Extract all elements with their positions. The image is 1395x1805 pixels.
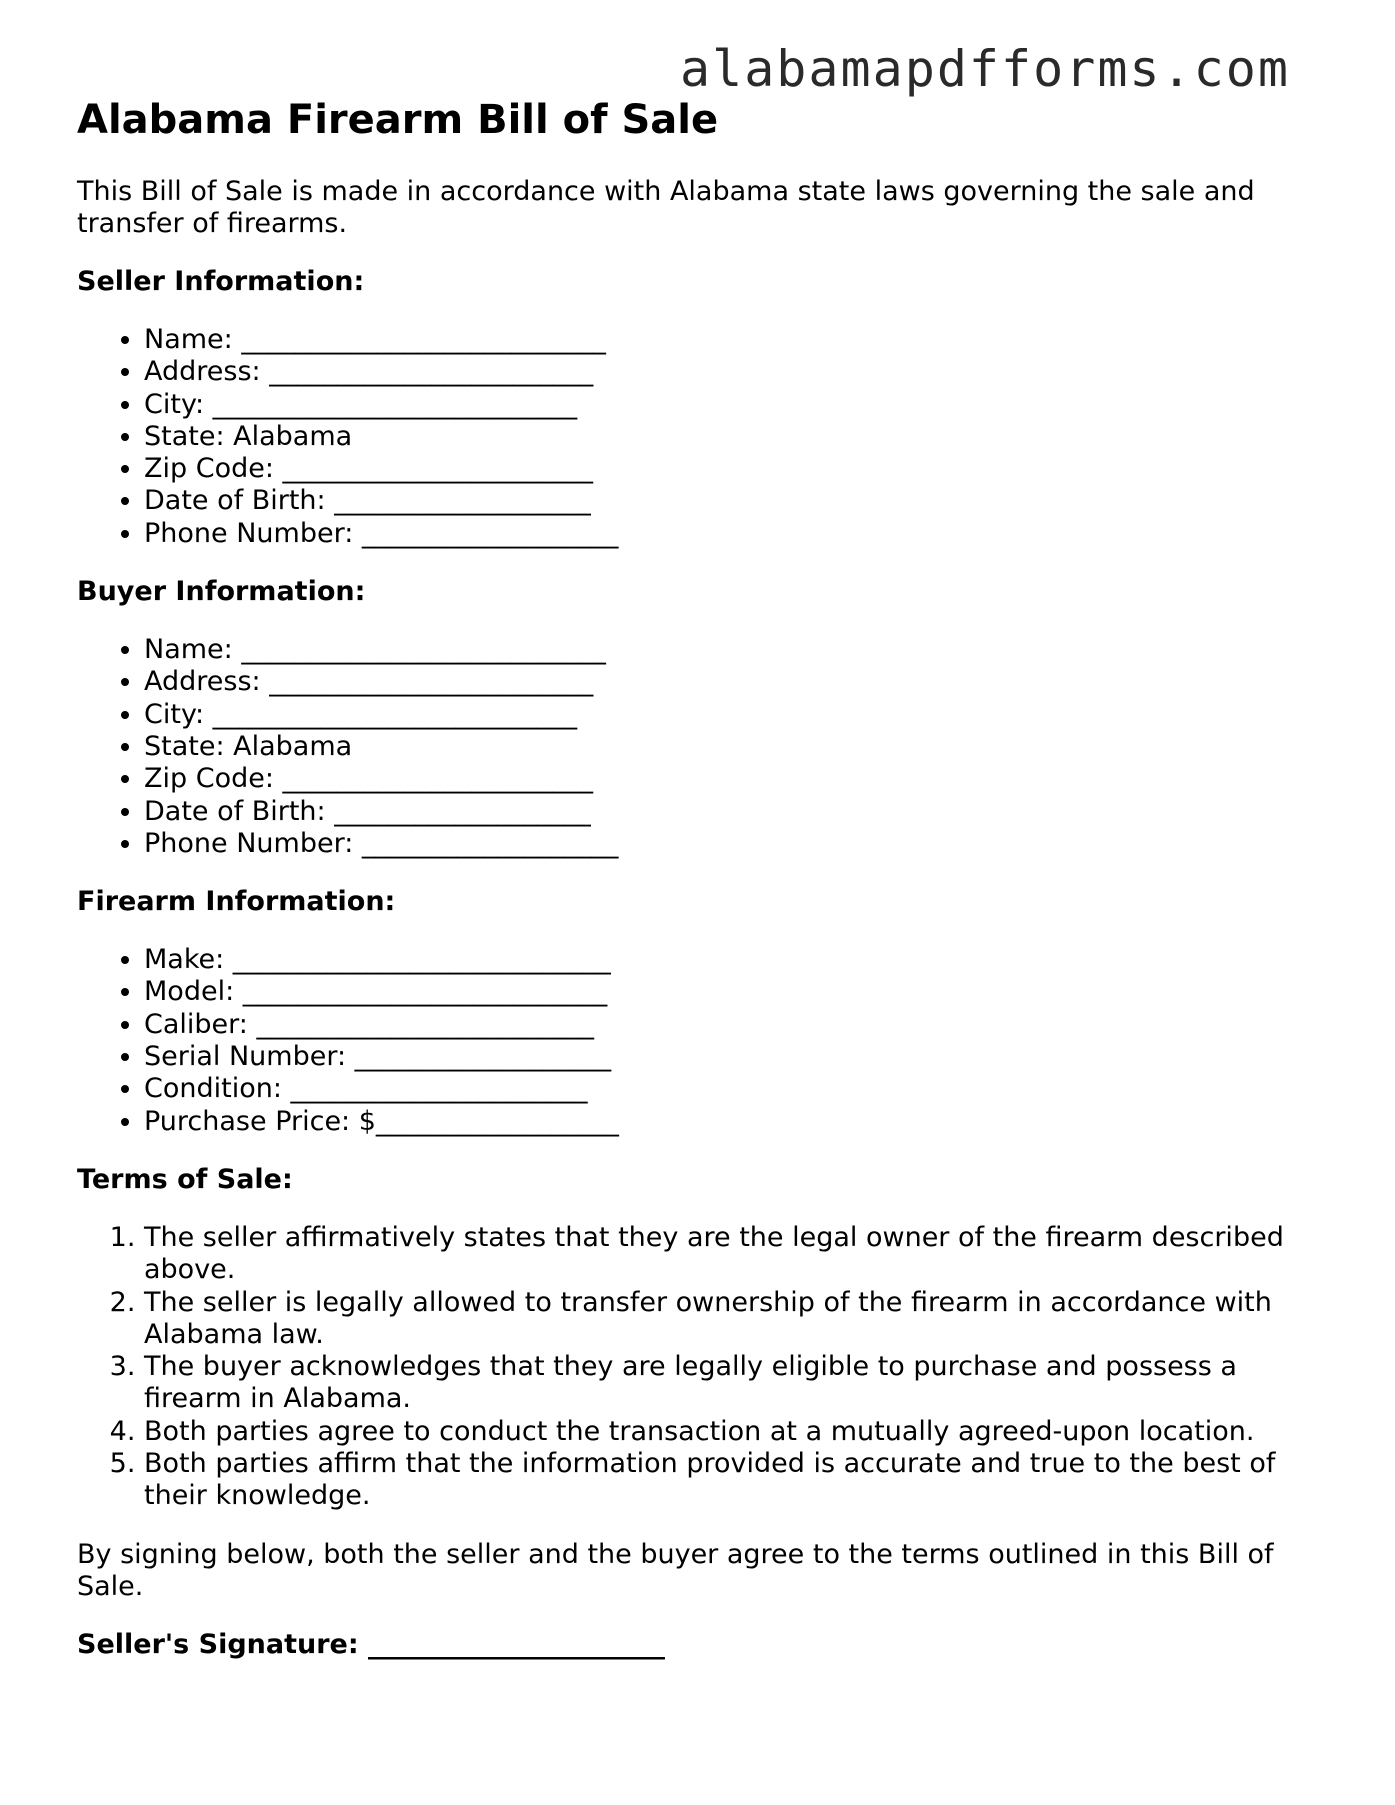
firearm-make-field: • Make: ____________________________ <box>144 944 1317 976</box>
terms-heading: Terms of Sale: <box>77 1163 293 1195</box>
terms-item: 4. Both parties agree to conduct the transaction at a mutually agreed-upon location. <box>144 1416 1317 1448</box>
buyer-dob-field: • Date of Birth: ___________________ <box>144 796 1317 828</box>
buyer-heading: Buyer Information: <box>77 576 366 608</box>
document-title: Alabama Firearm Bill of Sale <box>77 97 719 143</box>
buyer-state-field: • State: Alabama <box>144 731 1317 763</box>
firearm-caliber-field: • Caliber: _________________________ <box>144 1009 1317 1041</box>
seller-address-field: • Address: ________________________ <box>144 356 1317 388</box>
seller-phone-field: • Phone Number: ___________________ <box>144 518 1317 550</box>
seller-heading: Seller Information: <box>77 266 365 297</box>
terms-item: 2. The seller is legally allowed to transfer ownership of the firearm in accordance with Alabama law. <box>144 1287 1317 1352</box>
document-page <box>77 96 1317 1661</box>
seller-zip-field: • Zip Code: _______________________ <box>144 453 1317 485</box>
buyer-address-field: • Address: ________________________ <box>144 666 1317 698</box>
seller-state-field: • State: Alabama <box>144 421 1317 453</box>
seller-city-field: • City: ___________________________ <box>144 389 1317 421</box>
firearm-condition-field: • Condition: ______________________ <box>144 1073 1317 1105</box>
buyer-phone-field: • Phone Number: ___________________ <box>144 828 1317 860</box>
firearm-field-list <box>77 944 1317 1138</box>
firearm-model-field: • Model: ___________________________ <box>144 976 1317 1008</box>
intro-paragraph: This Bill of Sale is made in accordance with Alabama state laws governing the sale and transfer of firearms. <box>77 176 1255 239</box>
buyer-city-field: • City: ___________________________ <box>144 699 1317 731</box>
terms-item: 3. The buyer acknowledges that they are legally eligible to purchase and possess a firearm in Alabama. <box>144 1351 1317 1416</box>
seller-dob-field: • Date of Birth: ___________________ <box>144 485 1317 517</box>
buyer-name-field: • Name: ___________________________ <box>144 634 1317 666</box>
firearm-price-field: • Purchase Price: $__________________ <box>144 1106 1317 1138</box>
seller-field-list <box>77 324 1317 550</box>
watermark: alabamapdfforms.com <box>680 40 1290 98</box>
terms-item: 5. Both parties affirm that the information provided is accurate and true to the best of their knowledge. <box>144 1448 1317 1513</box>
terms-list <box>77 1222 1317 1513</box>
seller-signature-line: Seller's Signature: ______________________ <box>77 1628 666 1660</box>
buyer-zip-field: • Zip Code: _______________________ <box>144 763 1317 795</box>
seller-name-field: • Name: ___________________________ <box>144 324 1317 356</box>
terms-item: 1. The seller affirmatively states that they are the legal owner of the firearm described above. <box>144 1222 1317 1287</box>
firearm-heading: Firearm Information: <box>77 886 396 918</box>
closing-paragraph: By signing below, both the seller and the buyer agree to the terms outlined in this Bill of Sale. <box>77 1538 1274 1602</box>
firearm-serial-field: • Serial Number: ___________________ <box>144 1041 1317 1073</box>
buyer-field-list <box>77 634 1317 860</box>
